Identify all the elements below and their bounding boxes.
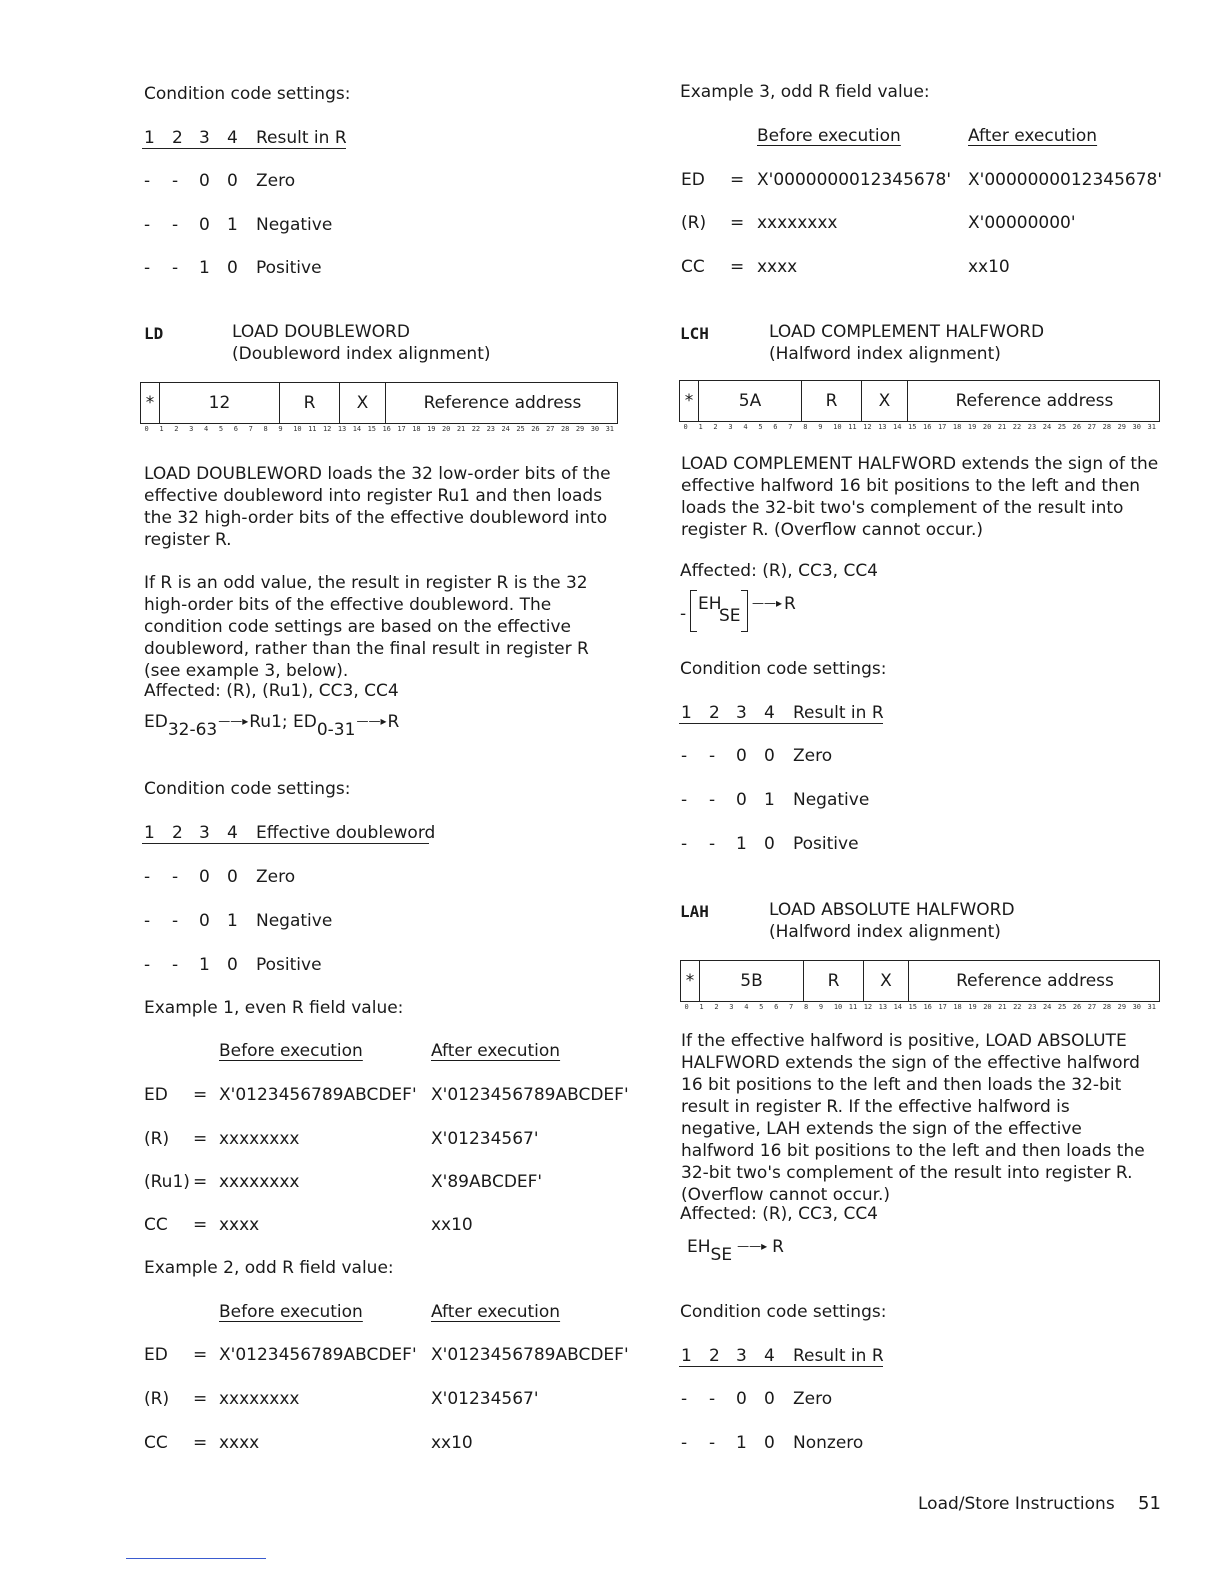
lah-alignment: (Halfword index alignment) bbox=[769, 922, 1001, 942]
bit-number: 19 bbox=[967, 423, 977, 431]
bit-number: 5 bbox=[759, 1003, 764, 1011]
bit-number: 5 bbox=[758, 423, 763, 431]
after-heading: After execution bbox=[431, 1302, 561, 1322]
bit-number: 9 bbox=[818, 423, 823, 431]
ld-alignment: (Doubleword index alignment) bbox=[232, 344, 491, 364]
lch-formula: - EH SE ——▸ R bbox=[680, 590, 810, 638]
bit-number: 9 bbox=[278, 425, 283, 433]
bit-number: 20 bbox=[441, 425, 451, 433]
after-heading: After execution bbox=[968, 126, 1098, 146]
footer-section: Load/Store Instructions bbox=[918, 1494, 1115, 1514]
bit-number: 24 bbox=[1042, 423, 1052, 431]
lah-formula: EHSE ——▸ R bbox=[687, 1237, 784, 1265]
bit-number: 1 bbox=[698, 423, 703, 431]
lah-description: If the effective halfword is positive, LOAD ABSOLUTE HALFWORD extends the sign of the effective halfword 16 bit positions to the left and then loads the 32-bit result in register R. If the effective halfword is negative, LAH extends the sign of the effective halfword 16 bit positions to the left and then loads the 32-bit two's complement of the result into register R. (Overflow cannot occur.) bbox=[681, 1031, 1145, 1205]
bit-number: 28 bbox=[1102, 423, 1112, 431]
bit-number: 22 bbox=[471, 425, 481, 433]
x-field: X bbox=[340, 383, 386, 423]
ld-description-2: If R is an odd value, the result in register R is the 32 high-order bits of the effective doubleword. The condition code settings are based on the effective doubleword, rather than the final result in register R (see example 3, below). bbox=[144, 573, 589, 681]
ld-formula: ED32-63——▸Ru1; ED0-31——▸R bbox=[144, 712, 400, 740]
bit-number: 4 bbox=[203, 425, 209, 433]
bit-number: 19 bbox=[968, 1003, 977, 1011]
bit-number: 4 bbox=[743, 423, 748, 431]
bit-number: 18 bbox=[412, 425, 421, 433]
opcode-field: 12 bbox=[160, 383, 280, 423]
arrow-icon: ——▸ bbox=[752, 596, 783, 610]
bit-number: 30 bbox=[590, 425, 600, 433]
bit-number: 30 bbox=[1132, 423, 1141, 431]
bit-number: 28 bbox=[560, 425, 570, 433]
lah-mnemonic: LAH bbox=[680, 902, 709, 921]
before-heading: Before execution bbox=[219, 1041, 363, 1061]
bit-number: 11 bbox=[848, 423, 857, 431]
bit-number: 26 bbox=[531, 425, 540, 433]
r-field: R bbox=[280, 383, 340, 423]
bit-number: 12 bbox=[863, 423, 872, 431]
bit-number: 31 bbox=[1147, 423, 1156, 431]
bit-number: 0 bbox=[683, 423, 688, 431]
bit-number: 12 bbox=[863, 1003, 873, 1011]
bit-number: 10 bbox=[833, 1003, 843, 1011]
lah-instruction-format bbox=[680, 960, 1160, 1011]
bit-number: 23 bbox=[1027, 423, 1037, 431]
x-field: X bbox=[862, 381, 908, 421]
bit-number: 25 bbox=[1057, 423, 1067, 431]
lch-mnemonic: LCH bbox=[680, 324, 709, 343]
lch-instruction-format bbox=[679, 380, 1160, 431]
bit-number: 17 bbox=[938, 1003, 947, 1011]
bit-number: 24 bbox=[1042, 1003, 1052, 1011]
ld-description-1: LOAD DOUBLEWORD loads the 32 low-order bits of the effective doubleword into register Ru1 and then loads the 32 high-order bits of the effective doubleword into register R. bbox=[144, 464, 611, 550]
bit-number: 29 bbox=[1117, 423, 1127, 431]
bit-number: 2 bbox=[713, 423, 718, 431]
bit-number: 29 bbox=[575, 425, 585, 433]
bit-number: 20 bbox=[983, 1003, 992, 1011]
lch-name: LOAD COMPLEMENT HALFWORD bbox=[769, 322, 1045, 342]
bit-number: 25 bbox=[1057, 1003, 1067, 1011]
bit-number: 28 bbox=[1102, 1003, 1112, 1011]
bit-number: 0 bbox=[684, 1003, 689, 1011]
bit-number: 15 bbox=[367, 425, 376, 433]
ld-name: LOAD DOUBLEWORD bbox=[232, 322, 410, 342]
bit-number: 7 bbox=[789, 1003, 794, 1011]
bit-number: 19 bbox=[427, 425, 436, 433]
bit-number: 13 bbox=[337, 425, 347, 433]
bit-number: 2 bbox=[174, 425, 179, 433]
ld-affected: Affected: (R), (Ru1), CC3, CC4 bbox=[144, 681, 399, 701]
arrow-icon: ——▸ bbox=[737, 1239, 768, 1253]
bit-number: 27 bbox=[1087, 1003, 1097, 1011]
bit-number: 27 bbox=[1087, 423, 1097, 431]
bit-number: 8 bbox=[263, 425, 268, 433]
bit-number: 16 bbox=[382, 425, 391, 433]
bit-number: 14 bbox=[893, 423, 902, 431]
bit-number: 6 bbox=[233, 425, 238, 433]
r-field: R bbox=[802, 381, 862, 421]
bit-numbers bbox=[681, 1003, 1159, 1011]
bit-number: 31 bbox=[605, 425, 614, 433]
footer-rule bbox=[126, 1558, 266, 1559]
cc-title: Condition code settings: bbox=[680, 1302, 887, 1322]
bit-number: 17 bbox=[397, 425, 406, 433]
bit-numbers bbox=[141, 425, 617, 433]
opcode-field: 5A bbox=[699, 381, 802, 421]
bit-number: 22 bbox=[1013, 1003, 1022, 1011]
bit-number: 7 bbox=[248, 425, 253, 433]
bit-number: 4 bbox=[744, 1003, 749, 1011]
bit-number: 21 bbox=[997, 423, 1007, 431]
reference-address-field: Reference address bbox=[955, 391, 1114, 411]
bit-number: 7 bbox=[788, 423, 793, 431]
bit-number: 26 bbox=[1072, 423, 1082, 431]
bit-number: 20 bbox=[982, 423, 992, 431]
bit-number: 6 bbox=[773, 423, 778, 431]
bit-number: 17 bbox=[937, 423, 947, 431]
bit-number: 13 bbox=[878, 423, 887, 431]
bit-number: 26 bbox=[1072, 1003, 1082, 1011]
opcode-field: 5B bbox=[700, 961, 804, 1001]
bit-number: 29 bbox=[1117, 1003, 1127, 1011]
cc-title: Condition code settings: bbox=[680, 659, 887, 679]
after-heading: After execution bbox=[431, 1041, 561, 1061]
cc-title: Condition code settings: bbox=[144, 779, 351, 799]
bit-number: 8 bbox=[803, 1003, 809, 1011]
arrow-icon: ——▸ bbox=[356, 714, 387, 728]
bit-number: 0 bbox=[144, 425, 149, 433]
bit-number: 16 bbox=[923, 1003, 932, 1011]
bit-number: 23 bbox=[486, 425, 495, 433]
bit-number: 3 bbox=[189, 425, 194, 433]
bit-number: 24 bbox=[501, 425, 510, 433]
bit-number: 1 bbox=[699, 1003, 704, 1011]
bit-number: 18 bbox=[953, 1003, 962, 1011]
bit-number: 14 bbox=[352, 425, 362, 433]
bit-number: 15 bbox=[908, 1003, 917, 1011]
lch-alignment: (Halfword index alignment) bbox=[769, 344, 1001, 364]
bit-number: 13 bbox=[878, 1003, 888, 1011]
bit-number: 9 bbox=[818, 1003, 824, 1011]
bit-number: 21 bbox=[998, 1003, 1007, 1011]
cc-title: Condition code settings: bbox=[144, 84, 351, 104]
bit-number: 12 bbox=[322, 425, 332, 433]
bit-number: 8 bbox=[803, 423, 808, 431]
lah-affected: Affected: (R), CC3, CC4 bbox=[680, 1204, 878, 1224]
bit-number: 3 bbox=[728, 423, 733, 431]
bit-number: 10 bbox=[833, 423, 842, 431]
reference-address-field: Reference address bbox=[423, 393, 582, 413]
bit-number: 6 bbox=[774, 1003, 779, 1011]
bit-number: 10 bbox=[293, 425, 302, 433]
bit-number: 14 bbox=[893, 1003, 903, 1011]
ld-instruction-format bbox=[140, 382, 618, 433]
bit-number: 22 bbox=[1012, 423, 1022, 431]
bit-number: 15 bbox=[908, 423, 917, 431]
bit-number: 21 bbox=[456, 425, 466, 433]
lch-description: LOAD COMPLEMENT HALFWORD extends the sign of the effective halfword 16 bit positions to the left and then loads the 32-bit two's complement of the result into register R. (Overflow cannot occur.) bbox=[681, 454, 1159, 540]
example-title: Example 2, odd R field value: bbox=[144, 1258, 394, 1278]
arrow-icon: ——▸ bbox=[218, 714, 249, 728]
indirect-bit: * bbox=[681, 961, 700, 1001]
ld-mnemonic: LD bbox=[144, 324, 164, 343]
lah-name: LOAD ABSOLUTE HALFWORD bbox=[769, 900, 1015, 920]
bit-number: 31 bbox=[1147, 1003, 1156, 1011]
bit-number: 27 bbox=[546, 425, 555, 433]
example-title: Example 3, odd R field value: bbox=[680, 82, 930, 102]
bit-number: 1 bbox=[159, 425, 164, 433]
x-field: X bbox=[864, 961, 909, 1001]
bit-number: 11 bbox=[848, 1003, 858, 1011]
before-heading: Before execution bbox=[219, 1302, 363, 1322]
bit-number: 3 bbox=[729, 1003, 734, 1011]
indirect-bit: * bbox=[680, 381, 699, 421]
example-title: Example 1, even R field value: bbox=[144, 998, 404, 1018]
bit-number: 2 bbox=[714, 1003, 719, 1011]
bit-number: 5 bbox=[218, 425, 224, 433]
reference-address-field: Reference address bbox=[956, 971, 1114, 991]
bit-number: 25 bbox=[516, 425, 525, 433]
bit-number: 30 bbox=[1132, 1003, 1142, 1011]
lch-affected: Affected: (R), CC3, CC4 bbox=[680, 561, 878, 581]
bit-number: 23 bbox=[1028, 1003, 1037, 1011]
bit-numbers bbox=[680, 423, 1159, 431]
bit-number: 18 bbox=[952, 423, 962, 431]
page-number: 51 bbox=[1138, 1493, 1161, 1514]
before-heading: Before execution bbox=[757, 126, 901, 146]
bit-number: 11 bbox=[308, 425, 317, 433]
indirect-bit: * bbox=[141, 383, 160, 423]
bit-number: 16 bbox=[922, 423, 932, 431]
r-field: R bbox=[804, 961, 864, 1001]
